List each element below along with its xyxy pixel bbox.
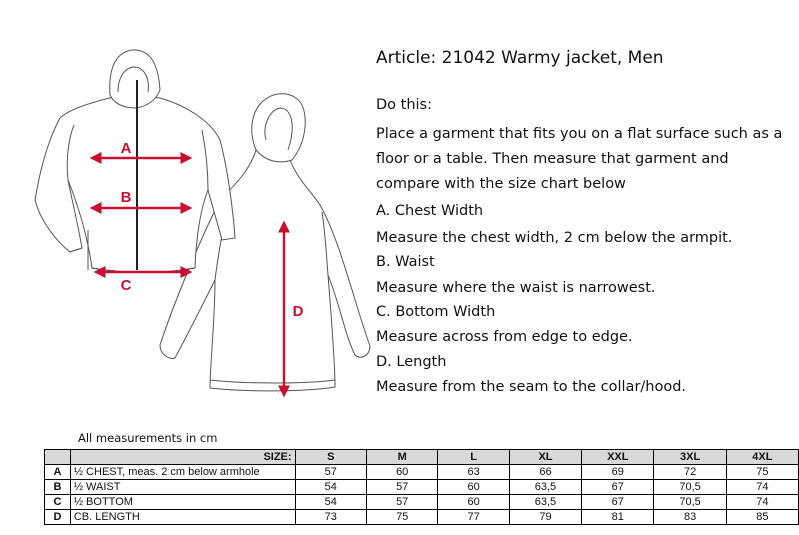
instruction-heading: Do this: bbox=[376, 97, 432, 113]
table-cell: 57 bbox=[295, 465, 366, 480]
size-header: 3XL bbox=[654, 450, 726, 465]
size-chart-table bbox=[44, 449, 799, 525]
label-d: D bbox=[292, 303, 304, 320]
jacket-measurement-diagram bbox=[30, 40, 375, 405]
table-cell: 69 bbox=[582, 465, 654, 480]
table-cell: 75 bbox=[366, 510, 437, 525]
size-label: SIZE: bbox=[70, 450, 295, 465]
table-cell: 63,5 bbox=[509, 480, 581, 495]
measure-text-c: Measure across from edge to edge. bbox=[376, 329, 633, 345]
table-cell: 66 bbox=[509, 465, 581, 480]
table-cell: 63 bbox=[438, 465, 509, 480]
size-header: XXL bbox=[582, 450, 654, 465]
table-cell: 77 bbox=[438, 510, 509, 525]
row-label: CB. LENGTH bbox=[70, 510, 295, 525]
table-cell: 79 bbox=[509, 510, 581, 525]
table-row bbox=[45, 480, 799, 495]
label-c: C bbox=[120, 277, 132, 294]
table-cell: 57 bbox=[366, 495, 437, 510]
measure-heading-d: D. Length bbox=[376, 354, 447, 370]
size-header: M bbox=[366, 450, 437, 465]
table-cell: 73 bbox=[295, 510, 366, 525]
size-header: XL bbox=[509, 450, 581, 465]
instruction-line: Place a garment that fits you on a flat surface such as a bbox=[376, 126, 783, 142]
row-label: ½ WAIST bbox=[70, 480, 295, 495]
measure-heading-c: C. Bottom Width bbox=[376, 304, 496, 320]
table-cell: 81 bbox=[582, 510, 654, 525]
row-label: ½ CHEST, meas. 2 cm below armhole bbox=[70, 465, 295, 480]
table-cell: 85 bbox=[726, 510, 798, 525]
instruction-line: compare with the size chart below bbox=[376, 176, 626, 192]
table-row bbox=[45, 495, 799, 510]
table-cell: 70,5 bbox=[654, 480, 726, 495]
table-cell: 74 bbox=[726, 495, 798, 510]
table-cell: 83 bbox=[654, 510, 726, 525]
size-header: L bbox=[438, 450, 509, 465]
label-a: A bbox=[120, 140, 132, 157]
measure-text-a: Measure the chest width, 2 cm below the armpit. bbox=[376, 230, 733, 246]
size-header: S bbox=[295, 450, 366, 465]
row-label: ½ BOTTOM bbox=[70, 495, 295, 510]
table-cell: 75 bbox=[726, 465, 798, 480]
table-cell: 60 bbox=[438, 480, 509, 495]
table-cell: 54 bbox=[295, 480, 366, 495]
table-row bbox=[45, 510, 799, 525]
row-letter: B bbox=[45, 480, 71, 495]
table-cell: 60 bbox=[366, 465, 437, 480]
table-cell: 60 bbox=[438, 495, 509, 510]
table-cell: 67 bbox=[582, 495, 654, 510]
measurements-note: All measurements in cm bbox=[78, 431, 218, 445]
row-letter: C bbox=[45, 495, 71, 510]
table-cell: 70,5 bbox=[654, 495, 726, 510]
measure-heading-a: A. Chest Width bbox=[376, 203, 484, 219]
row-letter: A bbox=[45, 465, 71, 480]
instruction-line: floor or a table. Then measure that garment and bbox=[376, 151, 729, 167]
measure-text-b: Measure where the waist is narrowest. bbox=[376, 280, 656, 296]
size-header: 4XL bbox=[726, 450, 798, 465]
table-cell: 54 bbox=[295, 495, 366, 510]
table-cell: 74 bbox=[726, 480, 798, 495]
measure-text-d: Measure from the seam to the collar/hood. bbox=[376, 379, 687, 395]
table-header-row bbox=[45, 450, 799, 465]
table-cell: 72 bbox=[654, 465, 726, 480]
row-letter: D bbox=[45, 510, 71, 525]
measure-heading-b: B. Waist bbox=[376, 254, 435, 270]
header-corner bbox=[45, 450, 71, 465]
table-row bbox=[45, 465, 799, 480]
article-title: Article: 21042 Warmy jacket, Men bbox=[376, 48, 664, 68]
table-cell: 67 bbox=[582, 480, 654, 495]
table-cell: 57 bbox=[366, 480, 437, 495]
label-b: B bbox=[120, 189, 132, 206]
table-cell: 63,5 bbox=[509, 495, 581, 510]
